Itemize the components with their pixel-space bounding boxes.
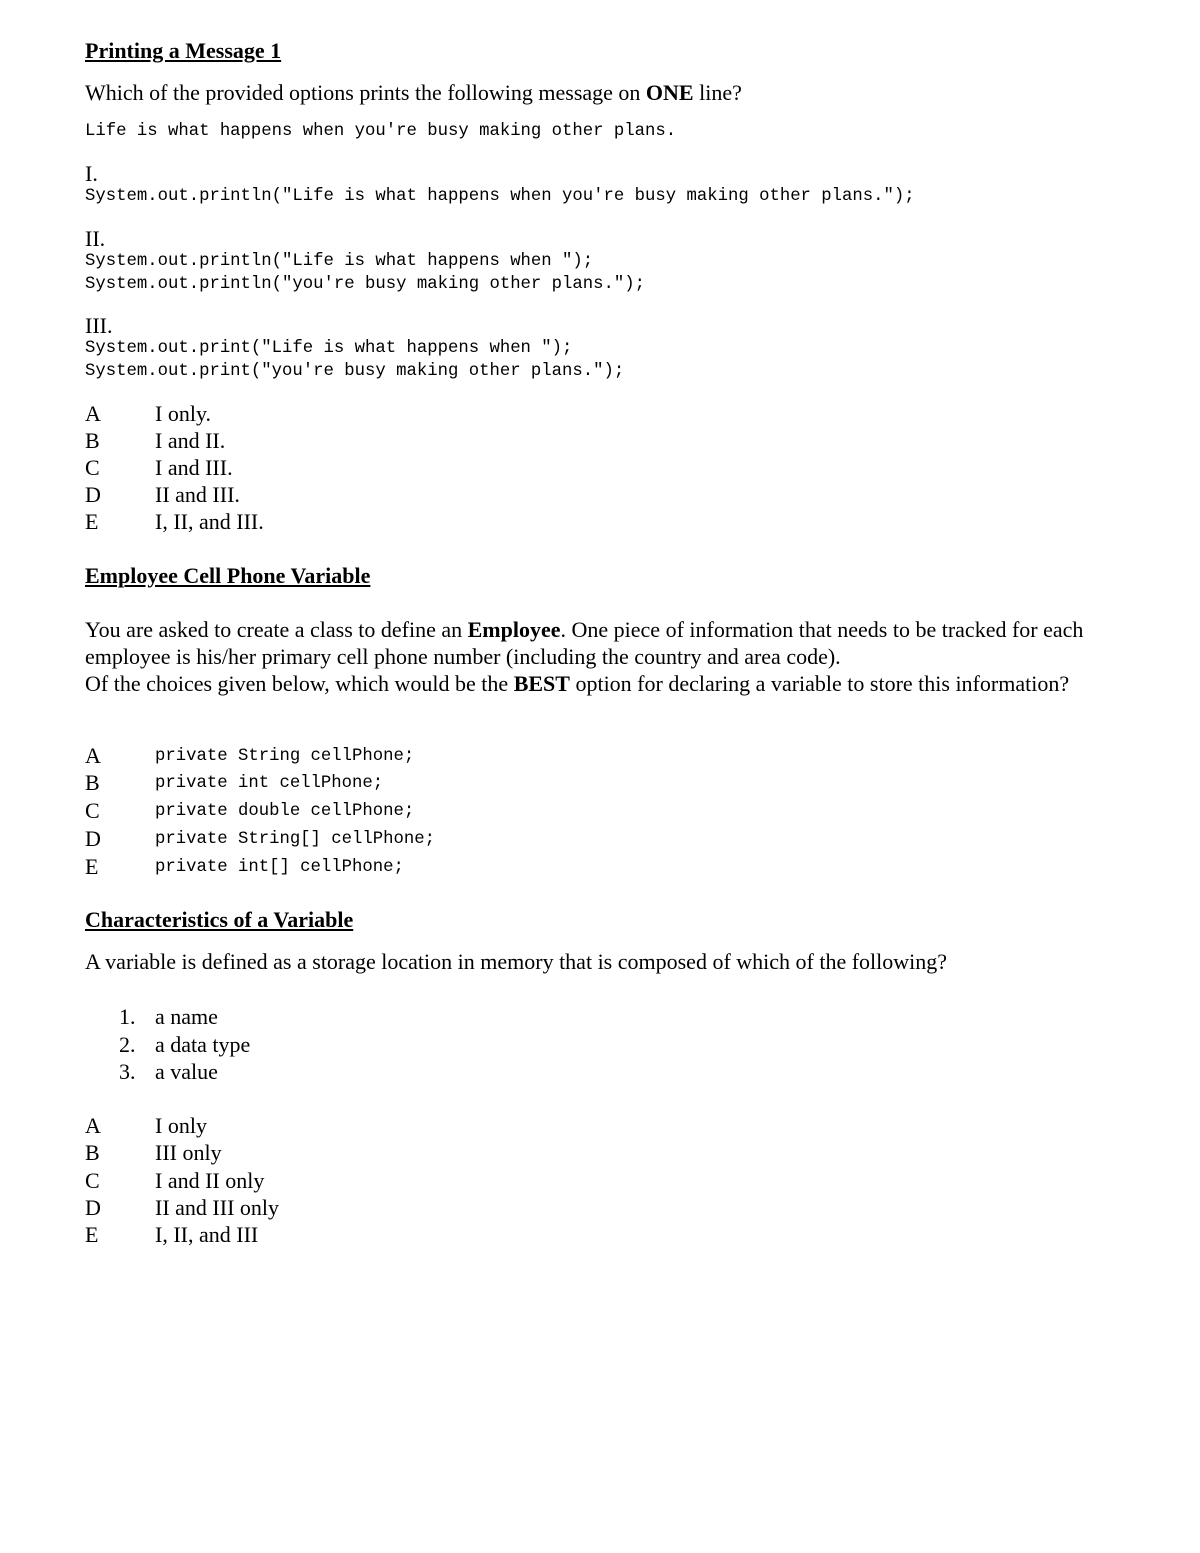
q2-p1-bold: Employee: [467, 617, 561, 642]
option-letter: A: [85, 401, 101, 426]
option-text: I and II.: [155, 428, 226, 453]
option-letter: D: [85, 482, 101, 507]
list-text: a data type: [155, 1032, 251, 1057]
q1-variant-2-code-line-2: System.out.println("you're busy making other plans.");: [85, 275, 646, 294]
q1-variant-3-code-line-1: System.out.print("Life is what happens when ");: [85, 339, 573, 358]
option-letter: B: [85, 428, 100, 453]
list-text: a name: [155, 1004, 218, 1029]
q2-p1-post: . One piece of information that needs to be tracked for each employee is his/her primary cell phone number (including the country and area code).: [85, 617, 1084, 669]
option-code: private int cellPhone;: [155, 774, 384, 793]
list-text: a value: [155, 1059, 218, 1084]
q1-variant-3-code-line-2: System.out.print("you're busy making other plans.");: [85, 362, 625, 381]
list-number: 1.: [119, 1004, 136, 1029]
option-code: private String cellPhone;: [155, 747, 415, 766]
option-text: I and III.: [155, 455, 233, 480]
q1-variant-2-code-line-1: System.out.println("Life is what happens when ");: [85, 252, 594, 271]
q1-title: Printing a Message 1: [85, 38, 282, 63]
option-letter: A: [85, 1113, 101, 1138]
option-text: II and III.: [155, 482, 240, 507]
option-letter: A: [85, 743, 101, 768]
option-letter: D: [85, 826, 101, 851]
q1-prompt-pre: Which of the provided options prints the following message on: [85, 80, 646, 105]
option-text: III only: [155, 1140, 222, 1165]
list-number: 3.: [119, 1059, 136, 1084]
q2-p1-pre: You are asked to create a class to define an: [85, 617, 468, 642]
option-letter: B: [85, 770, 100, 795]
option-text: II and III only: [155, 1195, 280, 1220]
q1-variant-3-numeral: III.: [85, 313, 113, 338]
option-letter: C: [85, 455, 100, 480]
q1-variant-2-numeral: II.: [85, 226, 106, 251]
option-letter: D: [85, 1195, 101, 1220]
q1-variant-1-code-line: System.out.println("Life is what happens when you're busy making other plans.");: [85, 187, 915, 206]
option-letter: C: [85, 1168, 100, 1193]
option-text: I, II, and III: [155, 1222, 259, 1247]
q2-title: Employee Cell Phone Variable: [85, 563, 371, 588]
q2-p2-bold: BEST: [513, 671, 570, 696]
q2-p2-post: option for declaring a variable to store this information?: [569, 671, 1070, 696]
q2-paragraph-2: [85, 670, 1115, 697]
q1-prompt-bold: ONE: [645, 80, 694, 105]
q2-paragraph-1: [85, 616, 1115, 670]
option-code: private String[] cellPhone;: [155, 830, 436, 849]
q3-prompt: A variable is defined as a storage location in memory that is composed of which of the following?: [85, 949, 948, 974]
q1-prompt-post: line?: [693, 80, 742, 105]
q1-prompt: [85, 81, 742, 105]
option-text: I only.: [155, 401, 212, 426]
option-letter: C: [85, 798, 100, 823]
option-text: I and II only: [155, 1168, 265, 1193]
q1-variant-1-numeral: I.: [85, 161, 98, 186]
option-code: private double cellPhone;: [155, 802, 415, 821]
q1-message: Life is what happens when you're busy making other plans.: [85, 122, 677, 141]
option-code: private int[] cellPhone;: [155, 858, 404, 877]
option-text: I only: [155, 1113, 207, 1138]
option-letter: E: [85, 854, 99, 879]
option-letter: E: [85, 509, 99, 534]
option-letter: B: [85, 1140, 100, 1165]
q2-p2-pre: Of the choices given below, which would be the: [85, 671, 514, 696]
q3-title: Characteristics of a Variable: [85, 907, 354, 932]
option-letter: E: [85, 1222, 99, 1247]
option-text: I, II, and III.: [155, 509, 264, 534]
list-number: 2.: [119, 1032, 136, 1057]
